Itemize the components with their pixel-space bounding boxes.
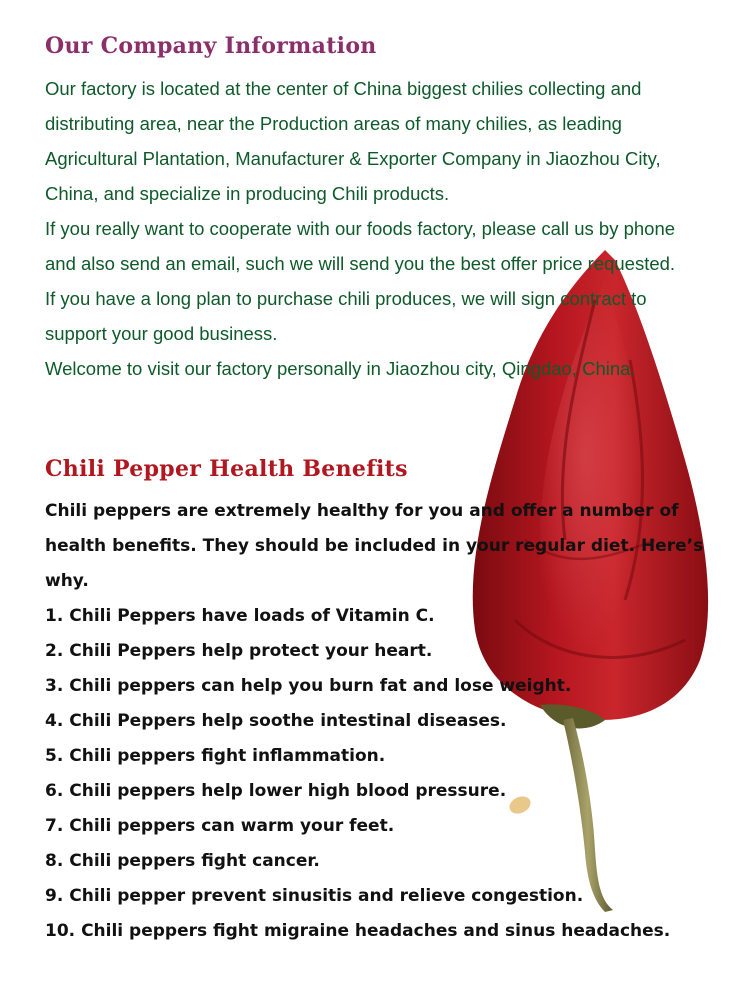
benefit-item: 5 . Chili peppers fight inflammation. bbox=[45, 739, 725, 774]
benefit-item: 8 . Chili peppers fight cancer. bbox=[45, 844, 725, 879]
benefit-item: 4 . Chili Peppers help soothe intestinal diseases. bbox=[45, 704, 725, 739]
company-info-heading: Our Company Information bbox=[45, 33, 377, 59]
company-info-text bbox=[45, 71, 705, 386]
company-paragraph: Our factory is located at the center of China biggest chilies collecting and distributing area, near the Production areas of many chilies, as leading Agricultural Plantation, Manufacturer & Exporter Company in Jiaozhou City, China, and specialize in producing Chili products. bbox=[45, 78, 661, 204]
benefits-list bbox=[45, 599, 725, 949]
benefit-item: 9 . Chili pepper prevent sinusitis and relieve congestion. bbox=[45, 879, 725, 914]
benefit-item: 10 . Chili peppers fight migraine headaches and sinus headaches. bbox=[45, 914, 725, 949]
company-paragraph: Welcome to visit our factory personally in Jiaozhou city, Qingdao, China. bbox=[45, 358, 636, 379]
benefit-item: 2 . Chili Peppers help protect your heart. bbox=[45, 634, 725, 669]
company-paragraph: If you have a long plan to purchase chili produces, we will sign contract to support your good business. bbox=[45, 288, 647, 344]
benefit-item: 7 . Chili peppers can warm your feet. bbox=[45, 809, 725, 844]
benefit-item: 6 . Chili peppers help lower high blood pressure. bbox=[45, 774, 725, 809]
health-benefits-text bbox=[45, 494, 725, 949]
benefits-intro: Chili peppers are extremely healthy for you and offer a number of health benefits. They should be included in your regular diet. Here’s why. bbox=[45, 501, 704, 591]
benefit-item: 1 . Chili Peppers have loads of Vitamin C. bbox=[45, 599, 725, 634]
health-benefits-heading: Chili Pepper Health Benefits bbox=[45, 456, 408, 482]
company-paragraph: If you really want to cooperate with our foods factory, please call us by phone and also send an email, such we will send you the best offer price requested. bbox=[45, 218, 676, 274]
benefit-item: 3 . Chili peppers can help you burn fat and lose weight. bbox=[45, 669, 725, 704]
